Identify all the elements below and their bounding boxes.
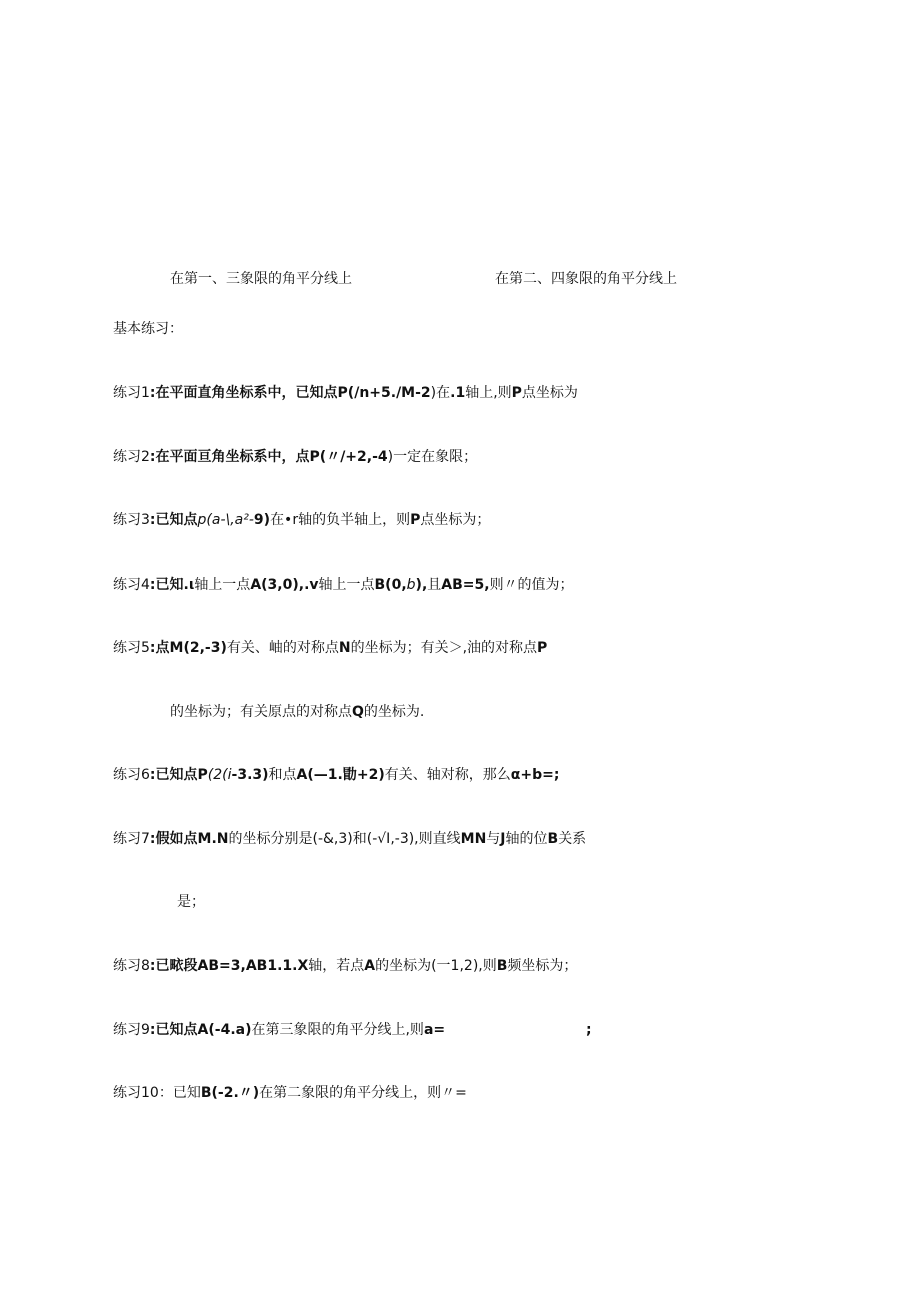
exercise-6: 练习6:已知点P(2(i-3.3)和点A(—1.勖+2)有关、轴对称，那么α+b=; — [113, 767, 560, 783]
exercise-10-label: 练习10 — [113, 1085, 159, 1101]
exercise-9-end: ; — [586, 1022, 592, 1038]
header-left: 在第一、三象限的角平分线上 — [170, 271, 352, 287]
exercise-2-label: 练习2 — [113, 449, 150, 465]
exercise-5-label: 练习5 — [113, 640, 150, 656]
exercise-4-label: 练习4 — [113, 577, 150, 593]
exercise-7: 练习7:假如点M.N的坐标分别是(-&,3)和(-√I,-3),则直线MN与J轴的位B关系 — [113, 831, 587, 847]
exercise-5: 练习5:点M(2,-3)有关、岫的对称点N的坐标为；有关＞,油的对称点P — [113, 640, 548, 656]
exercise-10: 练习10：已知B(-2.〃)在第二象限的角平分线上，则〃= — [113, 1085, 467, 1101]
exercise-8: 练习8:已畩段AB=3,AB1.1.X轴，若点A的坐标为(一1,2),则B频坐标为； — [113, 958, 578, 974]
exercise-3-label: 练习3 — [113, 512, 150, 528]
section-title: 基本练习： — [113, 321, 183, 337]
exercise-4: 练习4:已知.ι轴上一点A(3,0),.v轴上一点B(0,b),且AB=5,则〃的值为； — [113, 577, 574, 593]
exercise-9: 练习9:已知点A(-4.a)在第三象限的角平分线上,则a= — [113, 1022, 446, 1038]
exercise-7-continuation: 是； — [177, 894, 205, 910]
exercise-5-continuation: 的坐标为；有关原点的对称点Q的坐标为. — [170, 704, 425, 720]
exercise-3: 练习3:已知点p(a-\,a²-9)在•r轴的负半轴上，则P点坐标为； — [113, 512, 491, 528]
exercise-9-label: 练习9 — [113, 1022, 150, 1038]
exercise-6-label: 练习6 — [113, 767, 150, 783]
exercise-1: 练习1:在平面直角坐标系中，已知点P(/n+5./M-2)在.1轴上,则P点坐标为 — [113, 385, 578, 401]
exercise-1-label: 练习1 — [113, 385, 150, 401]
header-right: 在第二、四象限的角平分线上 — [495, 271, 677, 287]
exercise-7-label: 练习7 — [113, 831, 150, 847]
exercise-2: 练习2:在平面亘角坐标系中，点P(〃/+2,-4)一定在象限； — [113, 449, 478, 465]
exercise-8-label: 练习8 — [113, 958, 150, 974]
